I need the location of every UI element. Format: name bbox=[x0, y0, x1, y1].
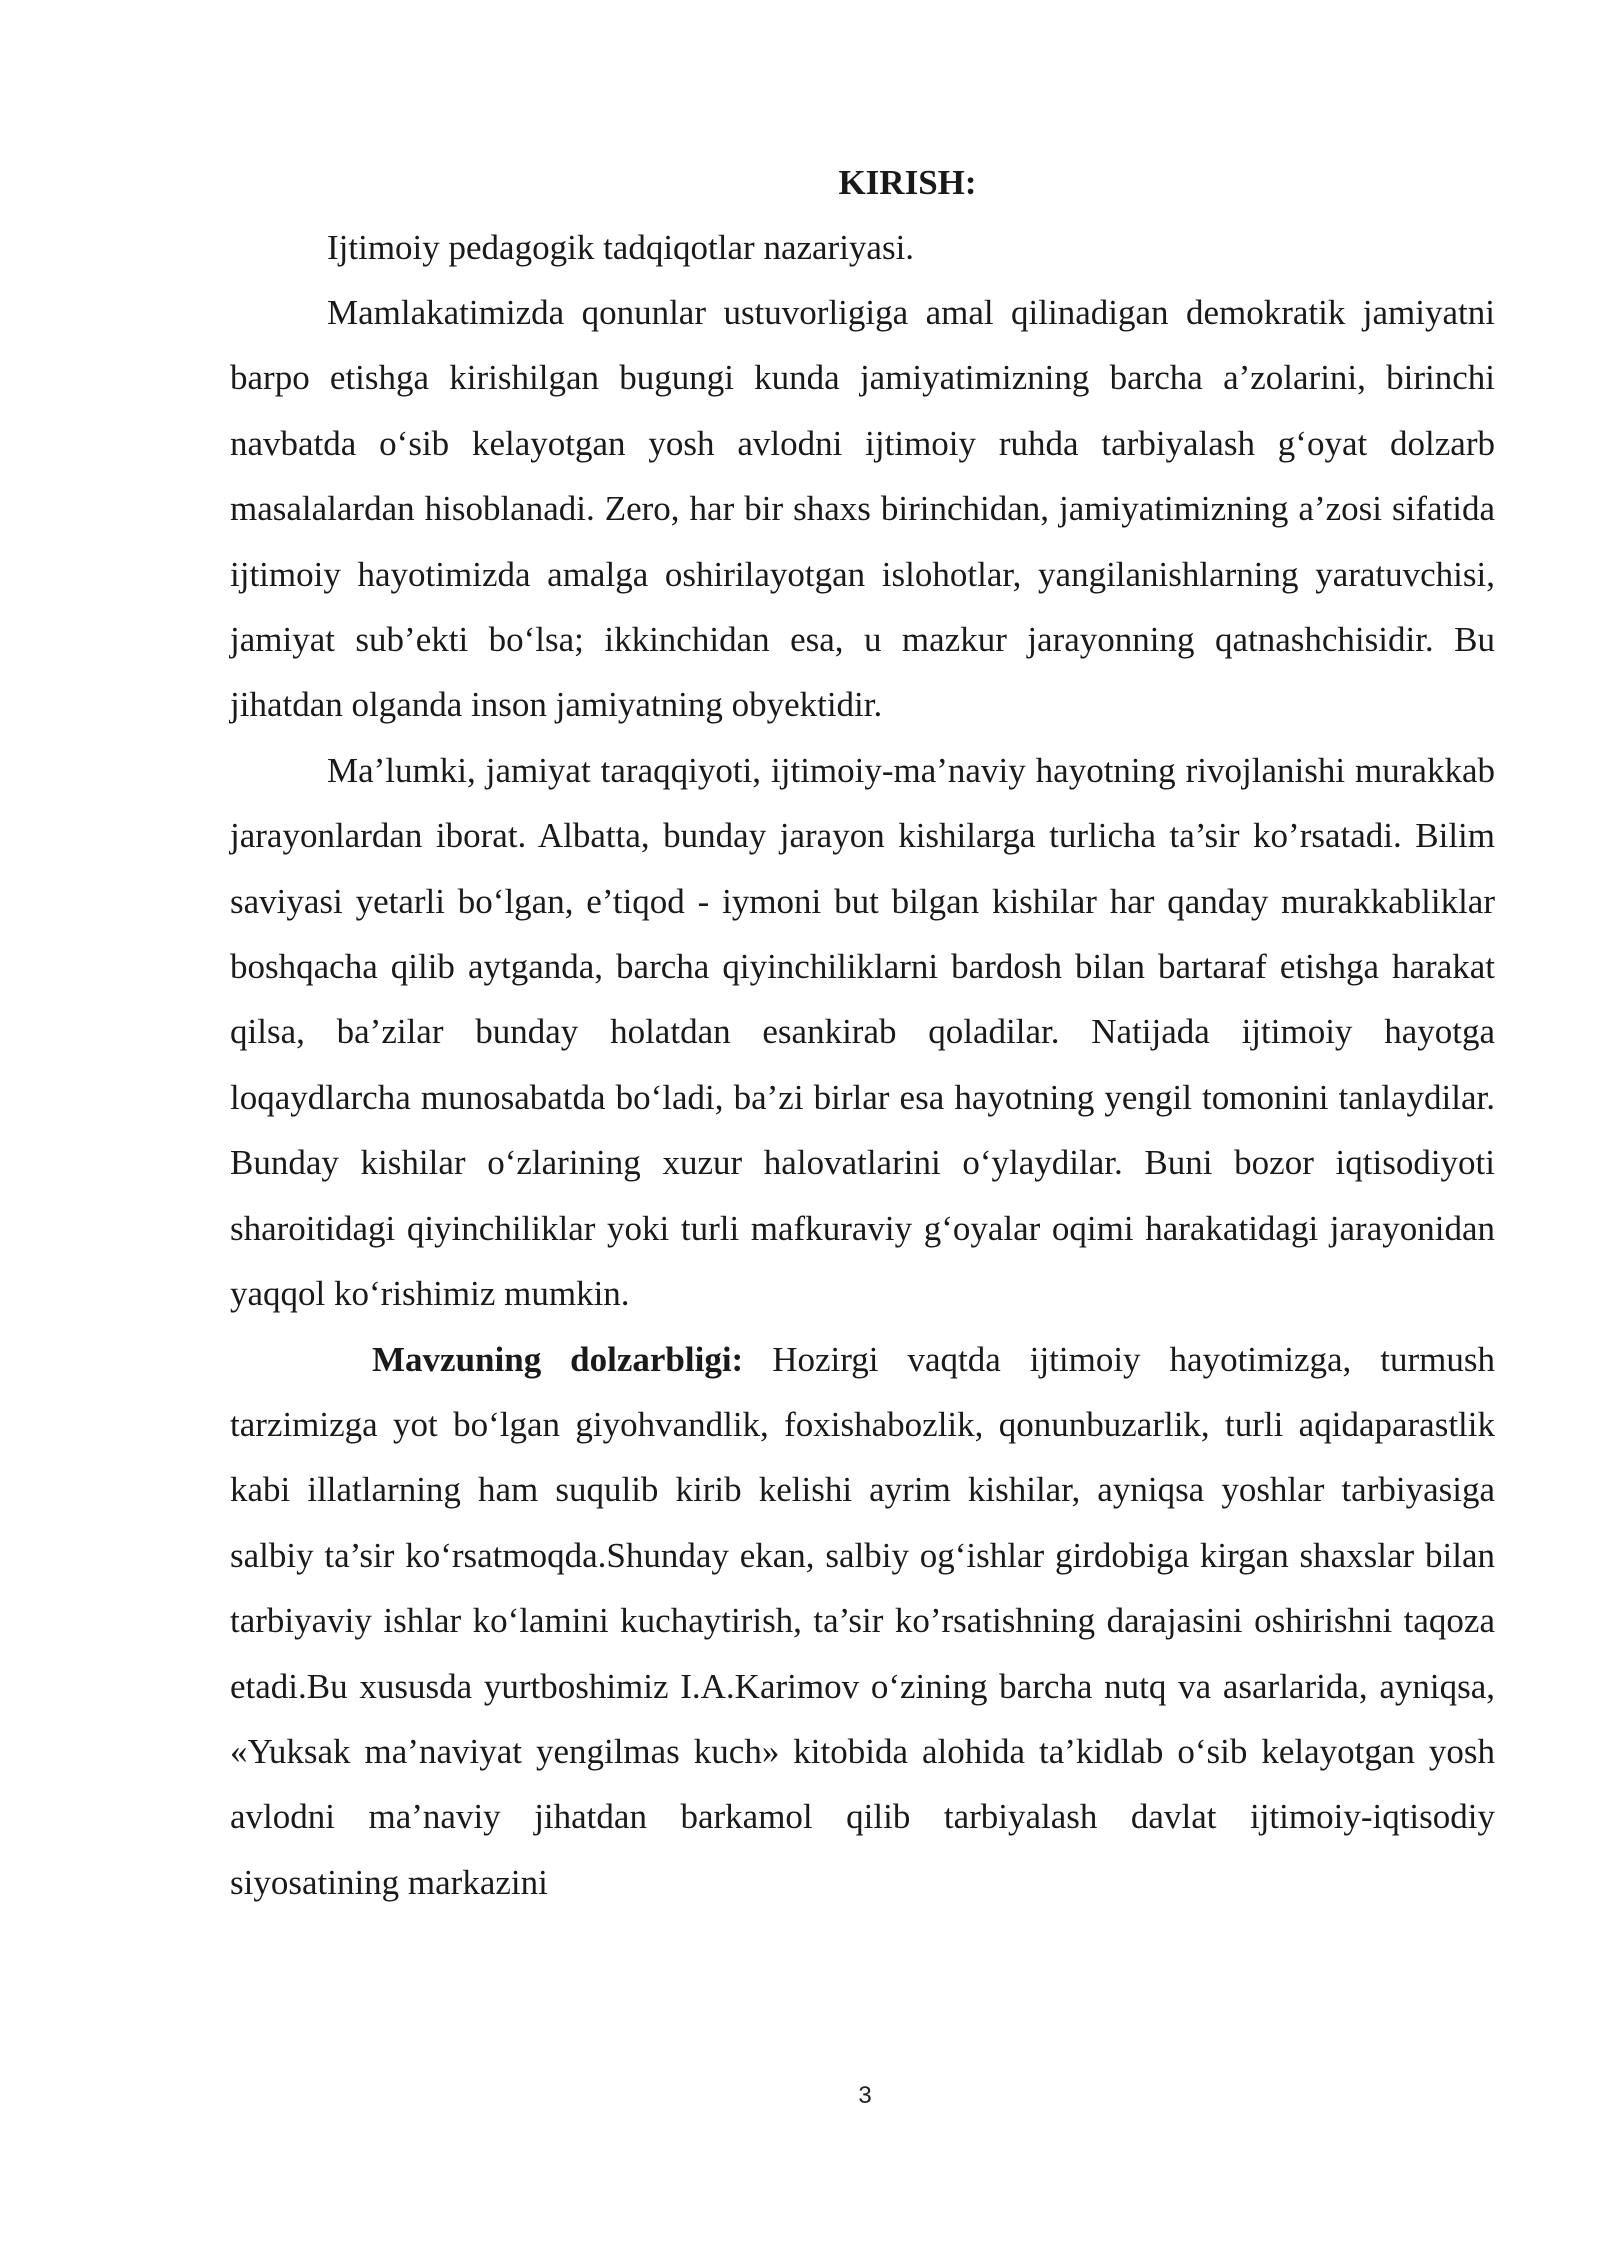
paragraph-2: Ma’lumki, jamiyat taraqqiyoti, ijtimoiy-ma’naviy hayotning rivojlanishi murakkab jarayonlardan iborat. Albatta, bunday jarayon kishilarga turlicha ta’sir ko’rsatadi. Bilim saviyasi yetarli bo‘lgan, e’tiqod - iymoni but bilgan kishilar har qanday murakkabliklar boshqacha qilib aytganda, barcha qiyinchiliklarni bardosh bilan bartaraf etishga harakat qilsa, ba’zilar bunday holatdan esankirab qoladilar. Natijada ijtimoiy hayotga loqaydlarcha munosabatda bo‘ladi, ba’zi birlar esa hayotning yengil tomonini tanlaydilar. Bunday kishilar o‘zlarining xuzur halovatlarini o‘ylaydilar. Buni bozor iqtisodiyoti sharoitidagi qiyinchiliklar yoki turli mafkuraviy g‘oyalar oqimi harakatidagi jarayonidan yaqqol ko‘rishimiz mumkin. bbox=[230, 750, 1495, 1314]
document-page bbox=[230, 150, 1495, 1915]
paragraph-1: Mamlakatimizda qonunlar ustuvorligiga amal qilinadigan demokratik jamiyatni barpo etishga kirishilgan bugungi kunda jamiyatimizning barcha a’zolarini, birinchi navbatda o‘sib kelayotgan yosh avlodni ijtimoiy ruhda tarbiyalash g‘oyat dolzarb masalalardan hisoblanadi. Zero, har bir shaxs birinchidan, jamiyatimizning a’zosi sifatida ijtimoiy hayotimizda amalga oshirilayotgan islohotlar, yangilanishlarning yaratuvchisi, jamiyat sub’ekti bo‘lsa; ikkinchidan esa, u mazkur jarayonning qatnashchisidir. Bu jihatdan olganda inson jamiyatning obyektidir. bbox=[230, 293, 1495, 725]
section-heading: KIRISH: bbox=[838, 163, 977, 202]
section-subtitle: Ijtimoiy pedagogik tadqiqotlar nazariyasi. bbox=[327, 228, 915, 267]
relevance-label: Mavzuning dolzarbligi: bbox=[372, 1339, 744, 1379]
relevance-text: Hozirgi vaqtda ijtimoiy hayotimizga, turmush tarzimizga yot bo‘lgan giyohvandlik, foxishabozlik, qonunbuzarlik, turli aqidaparastlik kabi illatlarning ham suqulib kirib kelishi ayrim kishilar, ayniqsa yoshlar tarbiyasiga salbiy ta’sir ko‘rsatmoqda.Shunday ekan, salbiy og‘ishlar girdobiga kirgan shaxslar bilan tarbiyaviy ishlar ko‘lamini kuchaytirish, ta’sir ko’rsatishning darajasini oshirishni taqoza etadi.Bu xususda yurtboshimiz I.A.Karimov o‘zining barcha nutq va asarlarida, ayniqsa, «Yuksak ma’naviyat yengilmas kuch» kitobida alohida ta’kidlab o‘sib kelayotgan yosh avlodni ma’naviy jihatdan barkamol qilib tarbiyalash davlat ijtimoiy-iqtisodiy siyosatining markazini bbox=[230, 1339, 1495, 1902]
relevance-paragraph bbox=[230, 1327, 1495, 1916]
page-number: 3 bbox=[858, 2082, 872, 2109]
